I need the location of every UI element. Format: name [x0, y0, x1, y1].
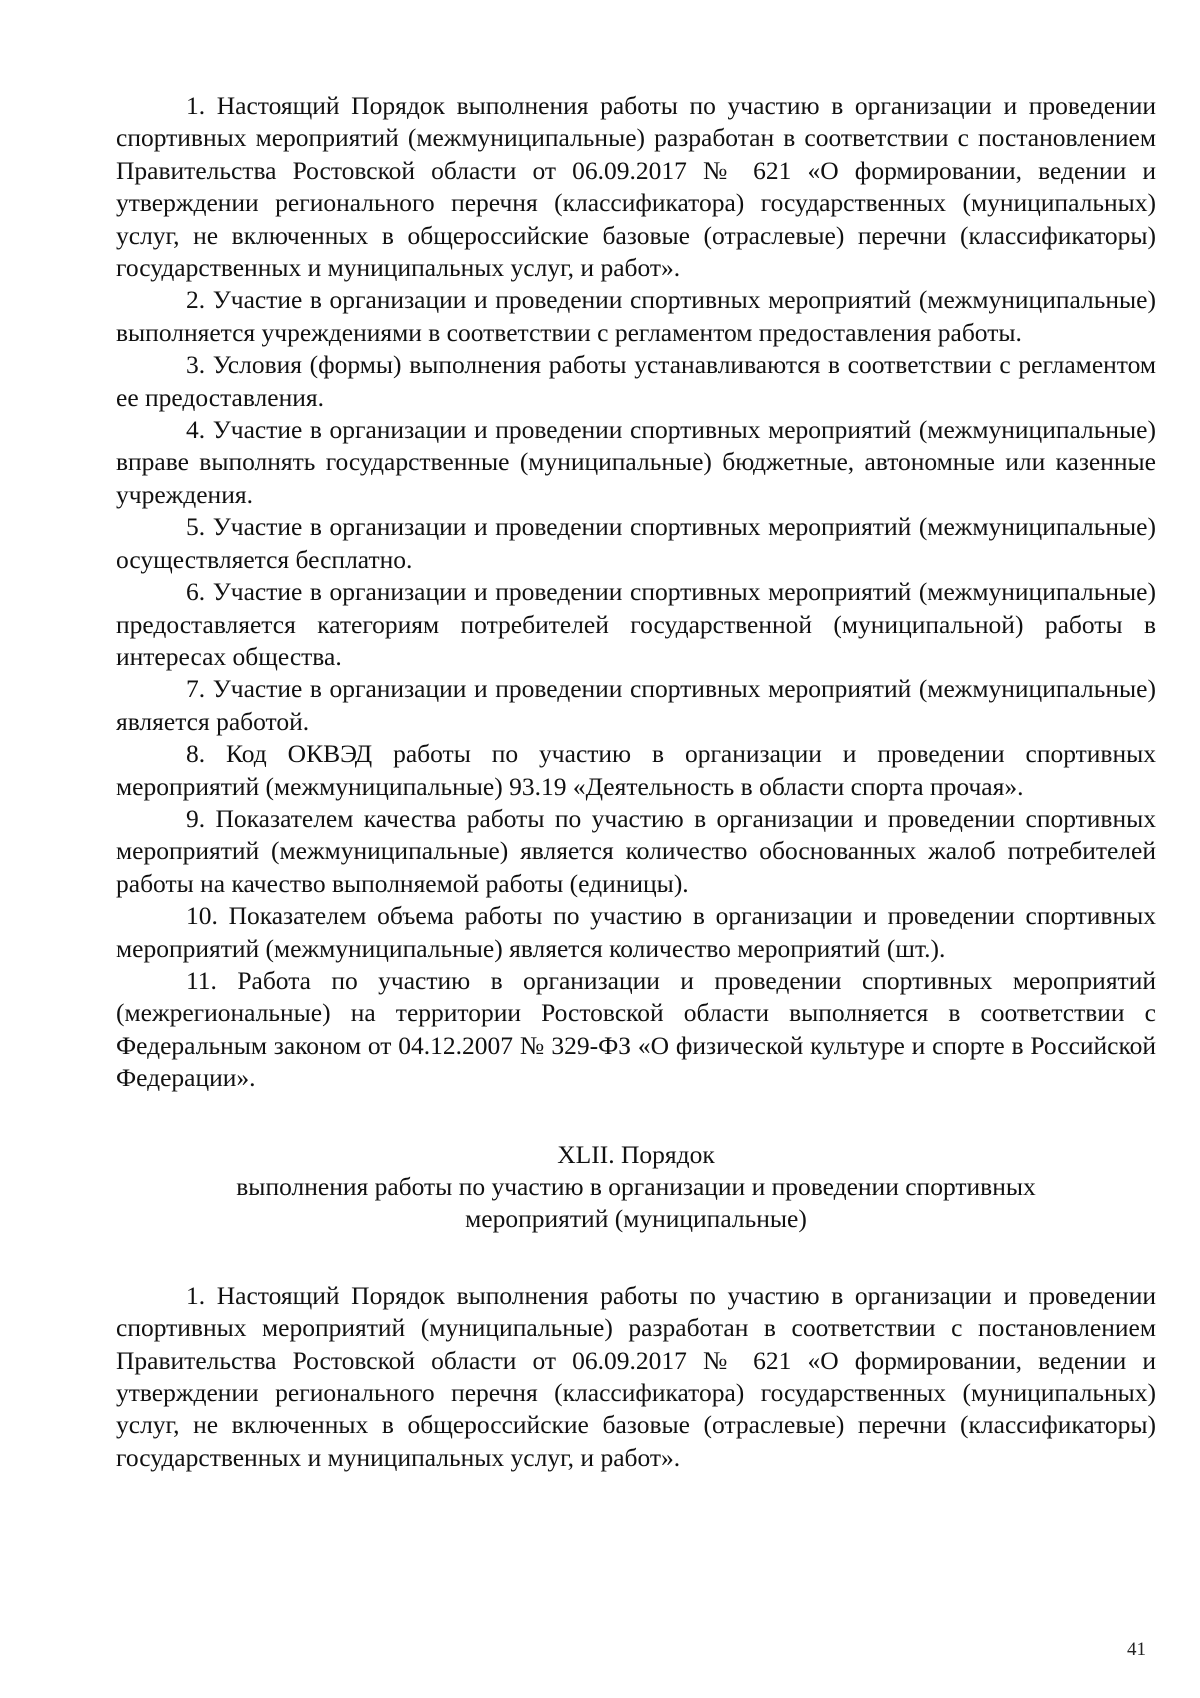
- paragraph-7: 7. Участие в организации и проведении спортивных мероприятий (межмуниципальные) является работой.: [116, 674, 1156, 736]
- paragraph-2: 2. Участие в организации и проведении спортивных мероприятий (межмуниципальные) выполняется учреждениями в соответствии с регламентом предоставления работы.: [116, 285, 1156, 347]
- paragraph-1: 1. Настоящий Порядок выполнения работы по участию в организации и проведении спортивных мероприятий (межмуниципальные) разработан в соответствии с постановлением Правительства Ростовской области от 06.09.2017 № 621 «О формировании, ведении и утверждении регионального перечня (классификатора) государственных (муниципальных) услуг, не включенных в общероссийские базовые (отраслевые) перечни (классификаторы) государственных и муниципальных услуг, и работ».: [116, 91, 1156, 283]
- heading-subtitle-line-1: выполнения работы по участию в организации и проведении спортивных: [236, 1172, 1036, 1201]
- heading-subtitle-line-2: мероприятий (муниципальные): [465, 1204, 807, 1234]
- section-heading: [116, 1139, 1156, 1236]
- section-municipal: [116, 1280, 1156, 1474]
- paragraph-1: 1. Настоящий Порядок выполнения работы по участию в организации и проведении спортивных мероприятий (муниципальные) разработан в соответствии с постановлением Правительства Ростовской области от 06.09.2017 № 621 «О формировании, ведении и утверждении регионального перечня (классификатора) государственных (муниципальных) услуг, не включенных в общероссийские базовые (отраслевые) перечни (классификаторы) государственных и муниципальных услуг, и работ».: [116, 1280, 1156, 1472]
- paragraph-9: 9. Показателем качества работы по участию в организации и проведении спортивных мероприятий (межмуниципальные) является количество обоснованных жалоб потребителей работы на качество выполняемой работы (единицы).: [116, 803, 1156, 898]
- heading-title: XLII. Порядок: [557, 1139, 715, 1169]
- paragraph-4: 4. Участие в организации и проведении спортивных мероприятий (межмуниципальные) вправе выполнять государственные (муниципальные) бюджетные, автономные или казенные учреждения.: [116, 415, 1156, 509]
- page-number: 41: [1127, 1639, 1146, 1660]
- paragraph-3: 3. Условия (формы) выполнения работы устанавливаются в соответствии с регламентом ее предоставления.: [116, 350, 1156, 412]
- section-previous: [116, 90, 1156, 1095]
- paragraph-8: 8. Код ОКВЭД работы по участию в организации и проведении спортивных мероприятий (межмуниципальные) 93.19 «Деятельность в области спорта прочая».: [116, 739, 1156, 801]
- paragraph-6: 6. Участие в организации и проведении спортивных мероприятий (межмуниципальные) предоставляется категориям потребителей государственной (муниципальной) работы в интересах общества.: [116, 577, 1156, 671]
- paragraph-10: 10. Показателем объема работы по участию в организации и проведении спортивных мероприятий (межмуниципальные) является количество мероприятий (шт.).: [116, 901, 1156, 963]
- document-page: [116, 90, 1156, 1474]
- paragraph-5: 5. Участие в организации и проведении спортивных мероприятий (межмуниципальные) осуществляется бесплатно.: [116, 512, 1156, 574]
- paragraph-11: 11. Работа по участию в организации и проведении спортивных мероприятий (межрегиональные) на территории Ростовской области выполняется в соответствии с Федеральным законом от 04.12.2007 № 329-ФЗ «О физической культуре и спорте в Российской Федерации».: [116, 965, 1156, 1093]
